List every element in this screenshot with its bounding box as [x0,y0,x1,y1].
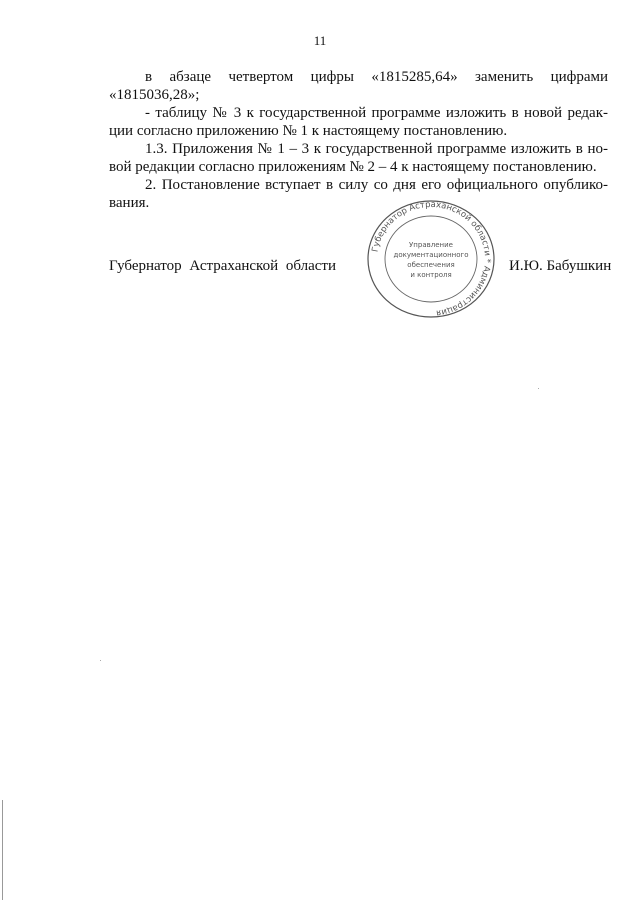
word: абзаце [169,69,212,85]
stamp-inner-line: и контроля [410,271,452,279]
stamp-inner-line: документационного [393,251,469,259]
word: в [145,69,153,85]
scan-dot [100,660,101,661]
signatory-position: Губернатор Астраханской области [109,258,337,274]
word: цифрами [550,69,609,85]
paragraph-2-line-1: - таблицу № 3 к государственной программе изложить в новой редак- [145,105,608,121]
paragraph-4-line-1: 2. Постановление вступает в силу со дня его официального опублико- [145,177,608,193]
paragraph-3-line-2: вой редакции согласно приложениям № 2 – 4 к настоящему постановлению. [109,159,597,175]
official-stamp [366,199,496,319]
signatory-name: И.Ю. Бабушкин [509,258,612,274]
paragraph-1-line-1 [109,68,608,86]
stamp-outer-text: Губернатор Астраханской области * Администрация [370,199,493,318]
paragraph-2-line-2: ции согласно приложению № 1 к настоящему постановлению. [109,123,508,139]
paragraph-3-line-1: 1.3. Приложения № 1 – 3 к государственной программе изложить в но- [145,141,608,157]
stamp-inner-line: Управление [409,241,453,249]
scan-dot [538,388,539,389]
word: цифры [310,69,354,85]
stamp-inner-ring [385,216,477,302]
paragraph-4-line-2: вания. [109,195,150,211]
page-number: 11 [313,33,327,48]
scan-edge-mark [2,800,3,900]
stamp-inner-line: обеспечения [407,261,455,269]
paragraph-1-line-2: «1815036,28»; [109,87,200,103]
word: четвертом [228,69,294,85]
word: «1815285,64» [371,69,458,85]
word: заменить [475,69,534,85]
